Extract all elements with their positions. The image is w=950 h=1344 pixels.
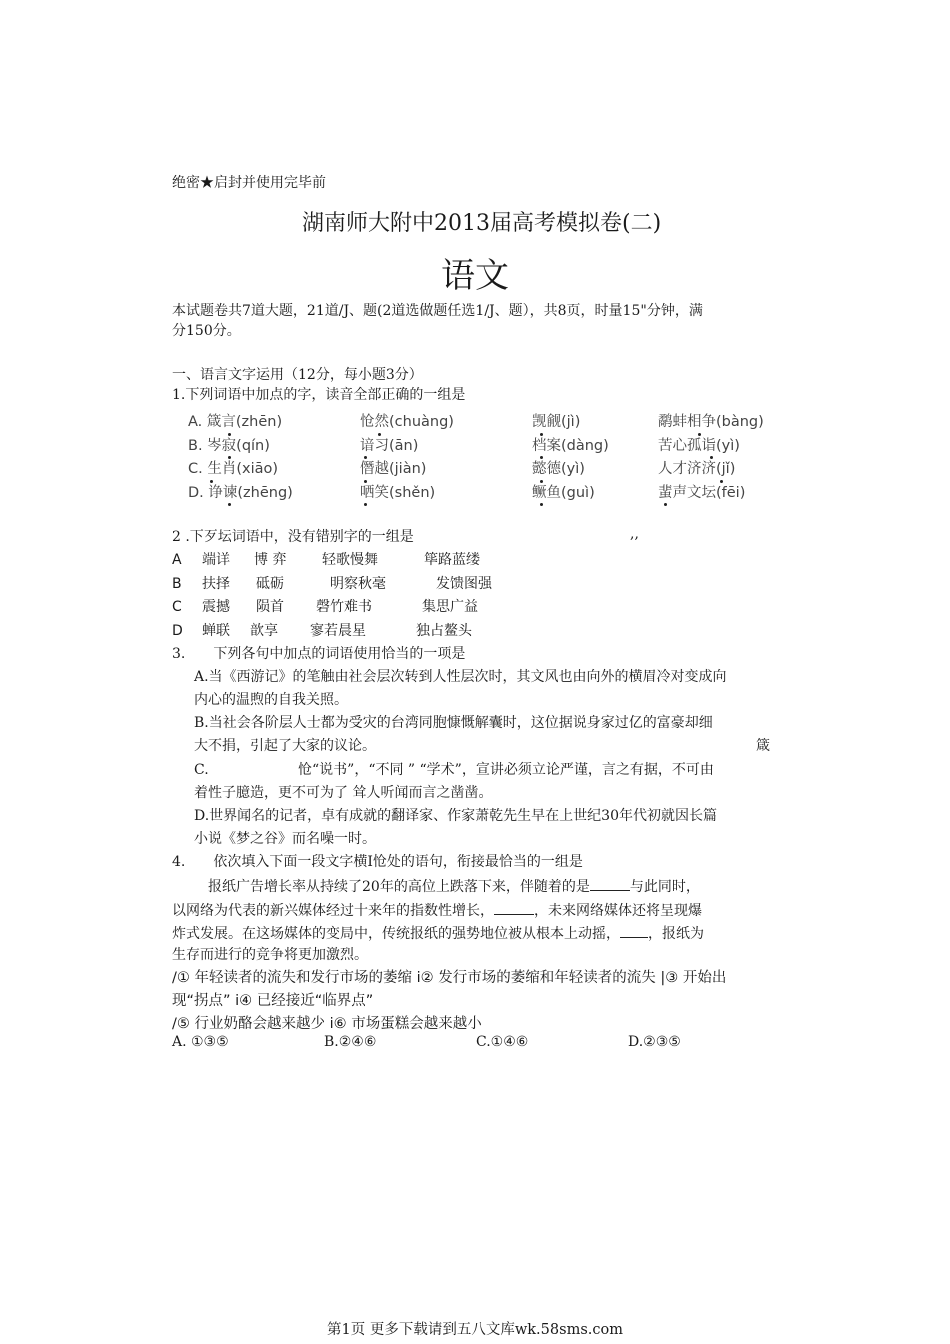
q1-option-row: [188, 457, 788, 481]
q4-choices-line-1: /① 年轻读者的流失和发行市场的萎缩 i② 发行市场的萎缩和年轻读者的流失 |③ 开始出: [172, 970, 727, 986]
q2-word: 磬竹难书: [316, 599, 372, 615]
q2-word: 博 弈: [254, 552, 287, 568]
q1-options-table: [188, 410, 788, 504]
q1-option-row: [188, 434, 788, 458]
emphasis-dot: [540, 503, 543, 506]
q4-text: 炸式发展。在这场媒体的变局中，传统报纸的强势地位被从根本上动摇，: [172, 926, 620, 942]
q2-word: 寥若晨星: [310, 623, 366, 639]
q2-stem: 2 .下歹坛词语中，没有错别字的一组是: [172, 529, 414, 545]
emphasis-dot: [228, 456, 231, 459]
q1-cell: 鳜鱼(guì): [532, 484, 595, 501]
page-footer: 第1页 更多下载请到五八文库wk.58sms.com: [327, 1322, 623, 1338]
emphasis-dot: [540, 456, 543, 459]
q1-cell: 谙习(ān): [360, 437, 419, 454]
instructions-line-2: 分150分。: [172, 323, 241, 339]
q1-cell: 鹬蚌相争(bàng): [658, 414, 764, 430]
q3-stem: 3. 下列各句中加点的词语使用恰当的一项是: [172, 646, 466, 662]
q2-option-letter: C: [172, 599, 182, 615]
q4-choices-line-2: 现“拐点” i④ 已经接近“临界点”: [172, 993, 374, 1009]
q4-passage-line-4: 生存而进行的竞争将更加激烈。: [172, 947, 368, 963]
q1-cell: 僭越(jiàn): [360, 461, 427, 477]
q3-option-a: A.当《西游记》的笔触由社会层次转到人性层次时，其文风也由向外的横眉冷对变成向: [194, 669, 727, 685]
emphasis-dot: [364, 456, 367, 459]
emphasis-dot: [210, 480, 213, 483]
emphasis-dot: [364, 503, 367, 506]
emphasis-dot: [720, 480, 723, 483]
q2-word: 端详: [202, 552, 230, 568]
q4-text: 以网络为代表的新兴媒体经过十来年的指数性增长，: [172, 903, 494, 919]
q1-cell: 蜚声文坛(fēi): [658, 484, 746, 501]
q4-passage-line-3: [172, 925, 704, 941]
q4-text: 报纸广告增长率从持续了20年的高位上跌落下来，伴随着的是: [208, 879, 590, 895]
q2-word: 明察秋毫: [330, 576, 386, 592]
emphasis-dot: [228, 433, 231, 436]
emphasis-dot: [540, 480, 543, 483]
confidential-mark: 绝密★启封并使用完毕前: [172, 175, 326, 191]
q4-text: ，未来网络媒体还将呈现爆: [534, 903, 702, 919]
q4-blank: [590, 878, 630, 891]
q3-option-d-cont: 小说《梦之谷》而名噪一时。: [194, 831, 376, 847]
instructions-line-1: 本试题卷共7道大题，21道/J、题(2道选做题任选1/J、题），共8页，时量15"分钟，满: [172, 303, 703, 319]
emphasis-dot: [664, 503, 667, 506]
q3-option-a-cont: 内心的温煦的自我关照。: [194, 692, 348, 708]
subject-title: 语文: [441, 256, 509, 296]
q1-cell: B. 岑寂(qín): [188, 437, 270, 454]
q2-word: 震撼: [202, 599, 230, 615]
q4-answer-d: D.②③⑤: [628, 1034, 681, 1050]
q3-option-d: D.世界闻名的记者，卓有成就的翻译家、作家萧乾先生早在上世纪30年代初就因长篇: [194, 808, 717, 824]
q3-option-c: 怆“说书”，“不同 ” “学术”，宣讲必须立论严谨，言之有据，不可由: [298, 762, 714, 778]
q4-stem: 4. 依次填入下面一段文字横I怆处的语句，衔接最恰当的一组是: [172, 854, 583, 870]
q2-option-letter: B: [172, 576, 182, 592]
emphasis-dot: [378, 433, 381, 436]
q2-word: 发馈图强: [436, 576, 492, 592]
q2-word: 轻歌慢舞: [322, 552, 378, 568]
q2-stray-mark: ,,: [630, 526, 639, 542]
q1-cell: 哂笑(shěn): [360, 484, 436, 501]
q2-word: 集思广益: [422, 599, 478, 615]
q4-answer-a: A. ①③⑤: [172, 1034, 229, 1050]
q2-word: 扶择: [202, 576, 230, 592]
q4-blank: [494, 902, 534, 915]
q2-word: 歆享: [250, 623, 278, 639]
q1-stem: 1.下列词语中加点的字，读音全部正确的一组是: [172, 387, 466, 403]
emphasis-dot: [698, 433, 701, 436]
q4-blank: [620, 925, 648, 938]
q1-cell: D. 诤谏(zhēng): [188, 484, 293, 501]
q3-option-b-cont: 大不捐，引起了大家的议论。: [194, 738, 376, 754]
q2-option-letter: A: [172, 552, 182, 568]
q1-cell: 懿德(yì): [532, 461, 585, 477]
q4-choices-line-3: /⑤ 行业奶酪会越来越少 i⑥ 市场蛋糕会越来越小: [172, 1016, 482, 1032]
q1-cell: 人才济济(jǐ): [658, 461, 736, 477]
emphasis-dot: [710, 456, 713, 459]
emphasis-dot: [364, 480, 367, 483]
q1-cell: C. 生肖(xiāo): [188, 461, 279, 477]
q2-option-letter: D: [172, 623, 183, 639]
q3-option-c-cont: 着性子臆造，更不可为了 耸人听闻而言之凿凿。: [194, 785, 493, 801]
q4-answer-b: B.②④⑥: [324, 1034, 377, 1050]
emphasis-dot: [228, 503, 231, 506]
q1-cell: A. 箴言(zhēn): [188, 414, 283, 430]
q1-cell: 觊觎(jì): [532, 414, 581, 430]
section-1-heading: 一、语言文字运用（12分，每小题3分）: [172, 367, 423, 383]
q2-word: 蝉联: [202, 623, 230, 639]
q1-cell: 怆然(chuàng): [360, 414, 454, 430]
q2-word: 筚路蓝缕: [424, 552, 480, 568]
q2-word: 砥砺: [256, 576, 284, 592]
exam-title: 湖南师大附中2013届高考模拟卷(二): [302, 211, 662, 236]
q4-passage-line-1: [208, 878, 700, 894]
q4-passage-line-2: [172, 902, 702, 918]
q4-answer-c: C.①④⑥: [476, 1034, 529, 1050]
q3-option-b: B.当社会各阶层人士都为受灾的台湾同胞慷慨解囊时，这位据说身家过亿的富豪却细: [194, 715, 713, 731]
q1-option-row: [188, 410, 788, 434]
emphasis-dot: [540, 433, 543, 436]
q1-cell: 苦心孤诣(yì): [658, 437, 740, 454]
q3-option-c-label: C.: [194, 762, 209, 778]
q2-word: 独占鳌头: [416, 623, 472, 639]
q1-option-row: [188, 481, 788, 505]
q1-cell: 档案(dàng): [532, 437, 609, 454]
q3-side-char: 箴: [756, 738, 770, 754]
q4-text: ，报纸为: [648, 926, 704, 942]
q4-text: 与此同时，: [629, 879, 700, 895]
q2-word: 陨首: [256, 599, 284, 615]
